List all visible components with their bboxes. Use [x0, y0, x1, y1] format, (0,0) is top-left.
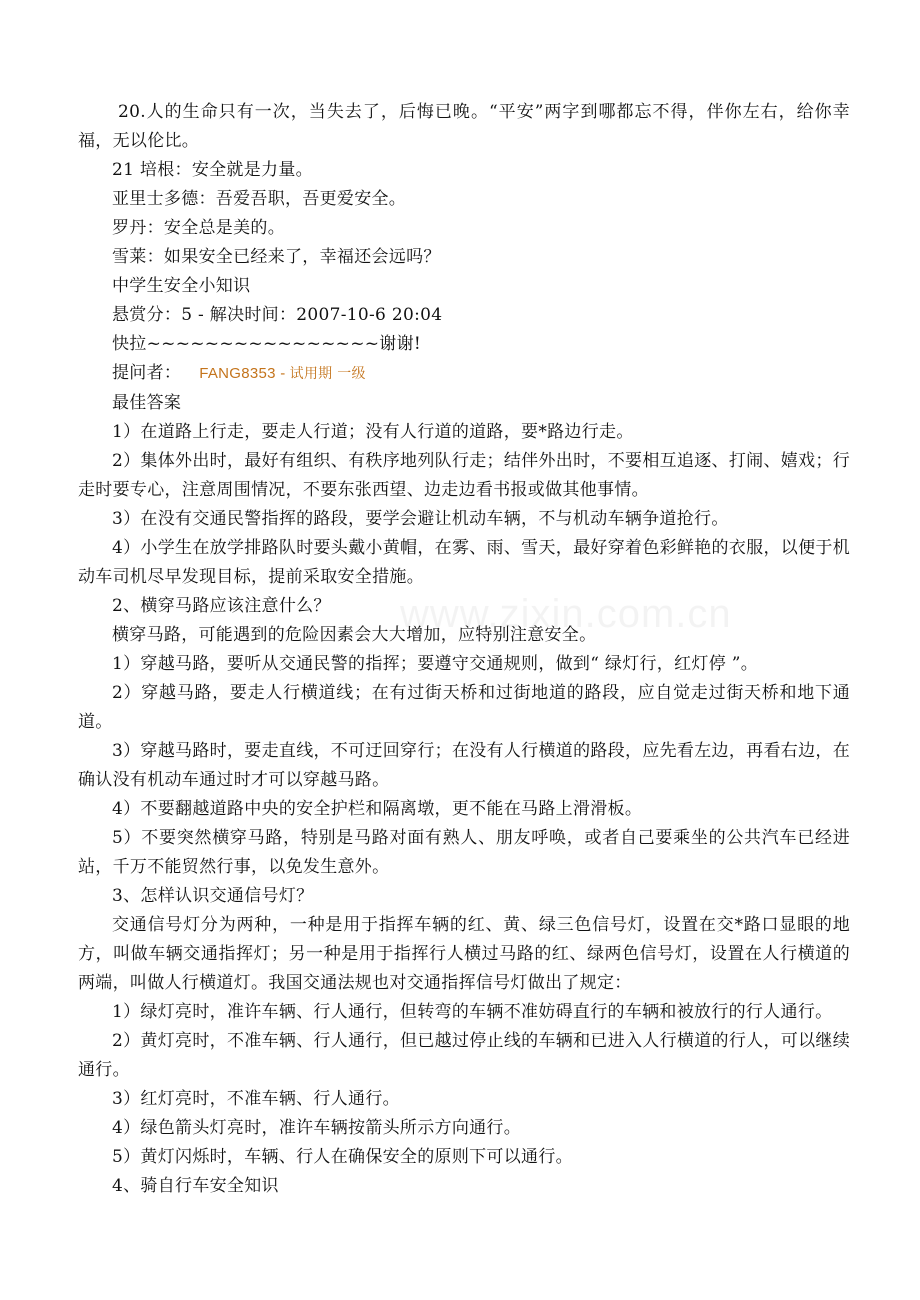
walking-rule-2: 2）集体外出时，最好有组织、有秩序地列队行走；结伴外出时，不要相互追逐、打闹、嬉戏；行走时要专心，注意周围情况，不要东张西望、边走边看书报或做其他事情。	[78, 451, 850, 500]
document-body	[78, 98, 850, 1201]
walking-rule-1: 1）在道路上行走，要走人行道；没有人行道的道路，要*路边行走。	[112, 422, 634, 442]
paragraph-shelley-quote: 雪莱：如果安全已经来了，幸福还会远吗？	[112, 247, 441, 267]
section-heading-bicycle: 4、骑自行车安全知识	[112, 1176, 279, 1196]
walking-rule-3: 3）在没有交通民警指挥的路段，要学会避让机动车辆，不与机动车辆争道抢行。	[112, 509, 729, 529]
crossing-rule-1: 1）穿越马路，要听从交通民警的指挥；要遵守交通规则，做到“ 绿灯行，红灯停 ”。	[112, 654, 759, 674]
crossing-rule-3: 3）穿越马路时，要走直线，不可迂回穿行；在没有人行横道的路段，应先看左边，再看右边，在确认没有机动车通过时才可以穿越马路。	[78, 741, 850, 790]
reward-and-time: 悬赏分：5 - 解决时间：2007-10-6 20:04	[112, 305, 443, 325]
asker-line	[78, 359, 850, 389]
asker-name-link[interactable]: FANG8353 -	[199, 365, 286, 382]
asker-level-link[interactable]: 试用期 一级	[289, 366, 366, 382]
signal-rule-4: 4）绿色箭头灯亮时，准许车辆按箭头所示方向通行。	[112, 1118, 522, 1138]
paragraph-life-quote: 20.人的生命只有一次，当失去了，后悔已晚。“平安”两字到哪都忘不得，伴你左右，给你幸福，无以伦比。	[78, 102, 850, 151]
paragraph-rodin-quote: 罗丹：安全总是美的。	[112, 218, 285, 238]
section-heading-crossing: 2、横穿马路应该注意什么？	[112, 596, 331, 616]
signal-rule-1: 1）绿灯亮时，准许车辆、行人通行，但转弯的车辆不准妨碍直行的车辆和被放行的行人通行。	[112, 1002, 833, 1022]
section-heading-signals: 3、怎样认识交通信号灯？	[112, 886, 314, 906]
best-answer-heading: 最佳答案	[112, 393, 182, 413]
signal-rule-5: 5）黄灯闪烁时，车辆、行人在确保安全的原则下可以通行。	[112, 1147, 573, 1167]
signal-rule-2: 2）黄灯亮时，不准车辆、行人通行，但已越过停止线的车辆和已进入人行横道的行人，可以继续通行。	[78, 1031, 850, 1080]
paragraph-bacon-quote: 21 培根：安全就是力量。	[112, 160, 313, 180]
walking-rule-4: 4）小学生在放学排路队时要头戴小黄帽，在雾、雨、雪天，最好穿着色彩鲜艳的衣服，以便于机动车司机尽早发现目标，提前采取安全措施。	[78, 538, 850, 587]
crossing-rule-4: 4）不要翻越道路中央的安全护栏和隔离墩，更不能在马路上滑滑板。	[112, 799, 643, 819]
crossing-rule-5: 5）不要突然横穿马路，特别是马路对面有熟人、朋友呼唤，或者自己要乘坐的公共汽车已经进站，千万不能贸然行事，以免发生意外。	[78, 828, 850, 877]
asker-label: 提问者：	[112, 363, 182, 383]
signals-intro: 交通信号灯分为两种，一种是用于指挥车辆的红、黄、绿三色信号灯，设置在交*路口显眼的地方，叫做车辆交通指挥灯；另一种是用于指挥行人横过马路的红、绿两色信号灯，设置在人行横道的两端，叫做人行横道灯。我国交通法规也对交通指挥信号灯做出了规定：	[78, 915, 850, 993]
paragraph-aristotle-quote: 亚里士多德：吾爱吾职，吾更爱安全。	[112, 189, 407, 209]
signal-rule-3: 3）红灯亮时，不准车辆、行人通行。	[112, 1089, 400, 1109]
question-text: 快拉~~~~~~~~~~~~~~~~谢谢!	[112, 334, 422, 354]
crossing-intro: 横穿马路，可能遇到的危险因素会大大增加，应特别注意安全。	[112, 625, 597, 645]
crossing-rule-2: 2）穿越马路，要走人行横道线；在有过街天桥和过街地道的路段，应自觉走过街天桥和地下通道。	[78, 683, 850, 732]
section-title-safety-knowledge: 中学生安全小知识	[112, 276, 251, 296]
